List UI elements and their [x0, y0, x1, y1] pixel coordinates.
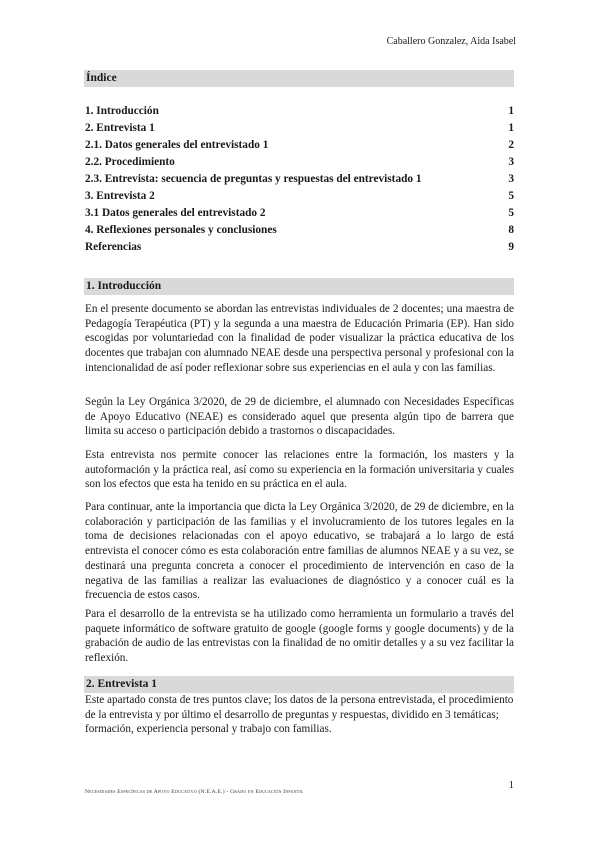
toc-item-label: 2.3. Entrevista: secuencia de preguntas y respuestas del entrevistado 1: [85, 173, 422, 185]
toc-item-page: 1: [508, 105, 514, 117]
toc-item-page: 8: [508, 224, 514, 236]
toc-item[interactable]: [85, 222, 514, 239]
toc-item[interactable]: [85, 205, 514, 222]
page-number: 1: [508, 780, 514, 791]
toc-item-label: 1. Introducción: [85, 105, 159, 117]
toc-item-page: 3: [508, 173, 514, 185]
toc-item[interactable]: [85, 239, 514, 256]
section-heading-entrevista-1: 2. Entrevista 1: [84, 676, 514, 693]
toc-title-bar: Índice: [84, 70, 514, 87]
toc-item-page: 1: [508, 122, 514, 134]
toc-item-label: 3. Entrevista 2: [85, 190, 155, 202]
intro-paragraph-2: Según la Ley Orgánica 3/2020, de 29 de diciembre, el alumnado con Necesidades Específicas de Apoyo Educativo (NEAE) es considerado aquel que presenta algún tipo de barrera que limita su acceso o participación debido a trastornos o discapacidades.: [85, 396, 514, 438]
toc-item-page: 5: [508, 207, 514, 219]
toc-item-label: 2. Entrevista 1: [85, 122, 155, 134]
toc-item-label: Referencias: [85, 241, 142, 253]
toc-item[interactable]: [85, 154, 514, 171]
table-of-contents: [85, 103, 514, 256]
section-heading-introduccion: 1. Introducción: [84, 278, 514, 295]
toc-item-page: 3: [508, 156, 514, 168]
entrevista-paragraph: Este apartado consta de tres puntos clave; los datos de la persona entrevistada, el procedimiento de la entrevista y por último el desarrollo de preguntas y respuestas, dividido en 3 temáticas; formación, experiencia personal y trabajo con familias.: [85, 694, 514, 736]
toc-item[interactable]: [85, 171, 514, 188]
toc-item[interactable]: [85, 137, 514, 154]
toc-item-label: 4. Reflexiones personales y conclusiones: [85, 224, 277, 236]
toc-item-label: 2.1. Datos generales del entrevistado 1: [85, 139, 269, 151]
toc-item-page: 2: [508, 139, 514, 151]
toc-item-page: 5: [508, 190, 514, 202]
toc-item-label: 3.1 Datos generales del entrevistado 2: [85, 207, 266, 219]
toc-item[interactable]: [85, 103, 514, 120]
toc-item[interactable]: [85, 188, 514, 205]
intro-paragraph-3: Esta entrevista nos permite conocer las relaciones entre la formación, los masters y la autoformación y la práctica real, así como su experiencia en la formación universitaria y cuales son los efectos que esta ha tenido en su práctica en el aula.: [85, 449, 514, 491]
toc-item-label: 2.2. Procedimiento: [85, 156, 175, 168]
toc-item-page: 9: [508, 241, 514, 253]
intro-paragraph-4: Para continuar, ante la importancia que dicta la Ley Orgánica 3/2020, de 29 de diciembre, en la colaboración y participación de las familias y el involucramiento de los tutores legales en la toma de decisiones relacionadas con el apoyo educativo, se trabajará a lo largo de está entrevista el conocer cómo es esta colaboración entre familias de alumnos NEAE y a su vez, se destinará una pregunta concreta a conocer el procedimiento de intervención en caso de la negativa de las familias a realizar las evaluaciones de diagnóstico y a conocer cuál es la frecuencia de estos casos.: [85, 501, 514, 602]
intro-paragraph-5: Para el desarrollo de la entrevista se ha utilizado como herramienta un formulario a través del paquete informático de software gratuito de google (google forms y google documents) y de la grabación de audio de las entrevistas con la finalidad de no omitir detalles y a su vez facilitar la reflexión.: [85, 608, 514, 665]
footer-text: Necesidades Específicas de Apoyo Educativo (N.E.A.E.) - Grado en Educación Infantil: [85, 789, 304, 795]
intro-paragraph-1: En el presente documento se abordan las entrevistas individuales de 2 docentes; una maestra de Pedagogía Terapéutica (PT) y la segunda a una maestra de Educación Primaria (EP). Han sido escogidas por voluntariedad con la finalidad de poder visualizar la práctica educativa de los docentes que trabajan con alumnado NEAE desde una perspectiva personal y profesional con la intencionalidad de así poder reflexionar sobre sus experiencias en el aula y con las familias.: [85, 303, 514, 374]
header-author: Caballero Gonzalez, Aida Isabel: [386, 36, 516, 47]
toc-item[interactable]: [85, 120, 514, 137]
